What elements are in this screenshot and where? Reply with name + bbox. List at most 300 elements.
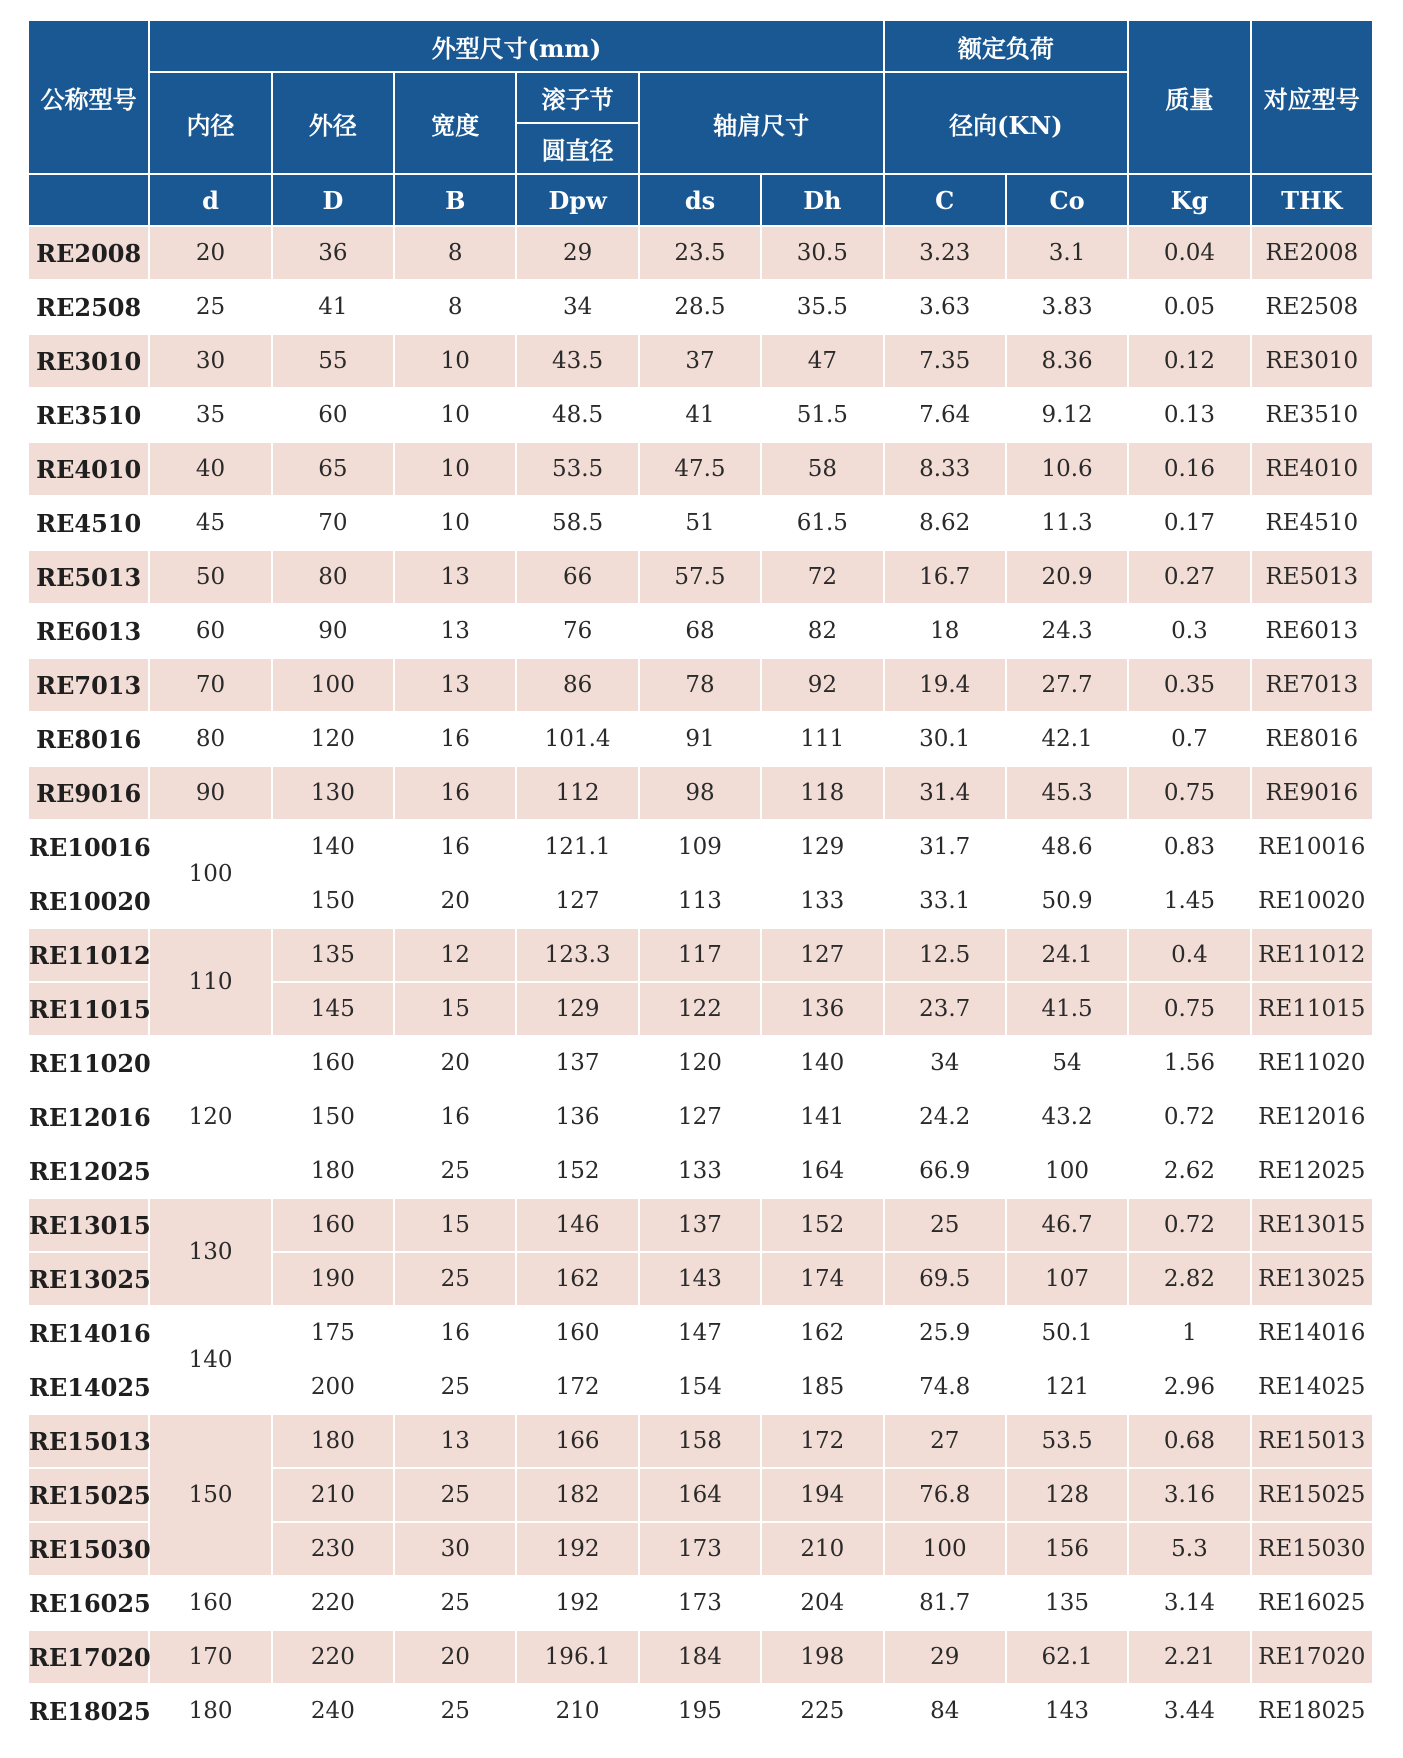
cell-thk: RE15013 bbox=[1252, 1415, 1372, 1467]
cell-model: RE8016 bbox=[29, 713, 148, 765]
cell-b: 13 bbox=[395, 605, 515, 657]
cell-b: 25 bbox=[395, 1253, 515, 1305]
cell-ds: 51 bbox=[640, 497, 760, 549]
cell-inner-diameter: 40 bbox=[150, 443, 270, 495]
cell-b: 25 bbox=[395, 1577, 515, 1629]
table-row bbox=[29, 281, 1372, 333]
cell-model: RE11020 bbox=[29, 1037, 148, 1089]
cell-kg: 0.68 bbox=[1129, 1415, 1249, 1467]
cell-b: 16 bbox=[395, 821, 515, 873]
cell-c: 25.9 bbox=[885, 1307, 1005, 1359]
cell-model: RE3010 bbox=[29, 335, 148, 387]
cell-dpw: 152 bbox=[517, 1145, 637, 1197]
cell-co: 156 bbox=[1007, 1523, 1127, 1575]
cell-thk: RE7013 bbox=[1252, 659, 1372, 711]
cell-c: 74.8 bbox=[885, 1361, 1005, 1413]
cell-dpw: 146 bbox=[517, 1199, 637, 1251]
cell-c: 3.63 bbox=[885, 281, 1005, 333]
cell-c: 23.7 bbox=[885, 983, 1005, 1035]
cell-ds: 68 bbox=[640, 605, 760, 657]
cell-ds: 28.5 bbox=[640, 281, 760, 333]
cell-ds: 158 bbox=[640, 1415, 760, 1467]
cell-b: 25 bbox=[395, 1145, 515, 1197]
table-row bbox=[29, 1685, 1372, 1737]
cell-c: 100 bbox=[885, 1523, 1005, 1575]
cell-inner-diameter: 100 bbox=[150, 821, 270, 927]
cell-dpw: 162 bbox=[517, 1253, 637, 1305]
cell-co: 11.3 bbox=[1007, 497, 1127, 549]
cell-d: 140 bbox=[273, 821, 393, 873]
cell-co: 48.6 bbox=[1007, 821, 1127, 873]
cell-co: 43.2 bbox=[1007, 1091, 1127, 1143]
cell-co: 62.1 bbox=[1007, 1631, 1127, 1683]
cell-co: 24.3 bbox=[1007, 605, 1127, 657]
cell-thk: RE5013 bbox=[1252, 551, 1372, 603]
cell-dpw: 166 bbox=[517, 1415, 637, 1467]
cell-inner-diameter: 60 bbox=[150, 605, 270, 657]
cell-d: 70 bbox=[273, 497, 393, 549]
cell-dh: 210 bbox=[762, 1523, 882, 1575]
cell-d: 55 bbox=[273, 335, 393, 387]
cell-d: 175 bbox=[273, 1307, 393, 1359]
cell-model: RE13025 bbox=[29, 1253, 148, 1305]
header-symbol-Co: Co bbox=[1007, 175, 1127, 225]
cell-d: 210 bbox=[273, 1469, 393, 1521]
cell-c: 19.4 bbox=[885, 659, 1005, 711]
cell-ds: 195 bbox=[640, 1685, 760, 1737]
cell-d: 60 bbox=[273, 389, 393, 441]
cell-inner-diameter: 120 bbox=[150, 1037, 270, 1197]
cell-thk: RE11012 bbox=[1252, 929, 1372, 981]
cell-kg: 3.14 bbox=[1129, 1577, 1249, 1629]
cell-dpw: 136 bbox=[517, 1091, 637, 1143]
cell-b: 10 bbox=[395, 497, 515, 549]
cell-kg: 0.17 bbox=[1129, 497, 1249, 549]
cell-d: 90 bbox=[273, 605, 393, 657]
table-row bbox=[29, 767, 1372, 819]
cell-d: 65 bbox=[273, 443, 393, 495]
cell-b: 30 bbox=[395, 1523, 515, 1575]
cell-dh: 51.5 bbox=[762, 389, 882, 441]
cell-dh: 174 bbox=[762, 1253, 882, 1305]
cell-dpw: 182 bbox=[517, 1469, 637, 1521]
cell-co: 9.12 bbox=[1007, 389, 1127, 441]
cell-dpw: 53.5 bbox=[517, 443, 637, 495]
cell-inner-diameter: 90 bbox=[150, 767, 270, 819]
cell-dh: 152 bbox=[762, 1199, 882, 1251]
cell-d: 135 bbox=[273, 929, 393, 981]
cell-dpw: 86 bbox=[517, 659, 637, 711]
cell-co: 107 bbox=[1007, 1253, 1127, 1305]
cell-inner-diameter: 170 bbox=[150, 1631, 270, 1683]
cell-c: 81.7 bbox=[885, 1577, 1005, 1629]
cell-model: RE7013 bbox=[29, 659, 148, 711]
cell-b: 25 bbox=[395, 1469, 515, 1521]
cell-b: 10 bbox=[395, 389, 515, 441]
cell-c: 31.4 bbox=[885, 767, 1005, 819]
cell-co: 50.1 bbox=[1007, 1307, 1127, 1359]
table-row bbox=[29, 713, 1372, 765]
cell-b: 16 bbox=[395, 1091, 515, 1143]
cell-inner-diameter: 70 bbox=[150, 659, 270, 711]
header-symbol-blank bbox=[29, 175, 148, 225]
cell-kg: 0.27 bbox=[1129, 551, 1249, 603]
cell-co: 42.1 bbox=[1007, 713, 1127, 765]
cell-dh: 61.5 bbox=[762, 497, 882, 549]
cell-thk: RE14025 bbox=[1252, 1361, 1372, 1413]
cell-dpw: 123.3 bbox=[517, 929, 637, 981]
cell-c: 8.33 bbox=[885, 443, 1005, 495]
cell-co: 46.7 bbox=[1007, 1199, 1127, 1251]
cell-dh: 129 bbox=[762, 821, 882, 873]
cell-model: RE4510 bbox=[29, 497, 148, 549]
cell-dpw: 127 bbox=[517, 875, 637, 927]
cell-co: 27.7 bbox=[1007, 659, 1127, 711]
cell-ds: 113 bbox=[640, 875, 760, 927]
cell-kg: 0.83 bbox=[1129, 821, 1249, 873]
cell-inner-diameter: 110 bbox=[150, 929, 270, 1035]
cell-d: 240 bbox=[273, 1685, 393, 1737]
table-row bbox=[29, 335, 1372, 387]
cell-dh: 72 bbox=[762, 551, 882, 603]
cell-b: 13 bbox=[395, 1415, 515, 1467]
cell-model: RE14016 bbox=[29, 1307, 148, 1359]
cell-dpw: 66 bbox=[517, 551, 637, 603]
bearing-spec-table bbox=[27, 19, 1374, 1739]
cell-ds: 117 bbox=[640, 929, 760, 981]
cell-thk: RE12016 bbox=[1252, 1091, 1372, 1143]
cell-d: 220 bbox=[273, 1631, 393, 1683]
table-row bbox=[29, 1577, 1372, 1629]
cell-ds: 147 bbox=[640, 1307, 760, 1359]
cell-dh: 141 bbox=[762, 1091, 882, 1143]
cell-co: 121 bbox=[1007, 1361, 1127, 1413]
cell-thk: RE10016 bbox=[1252, 821, 1372, 873]
header-symbol-D: D bbox=[273, 175, 393, 225]
cell-ds: 37 bbox=[640, 335, 760, 387]
cell-ds: 47.5 bbox=[640, 443, 760, 495]
cell-co: 3.1 bbox=[1007, 227, 1127, 279]
cell-d: 130 bbox=[273, 767, 393, 819]
table-row bbox=[29, 497, 1372, 549]
cell-inner-diameter: 35 bbox=[150, 389, 270, 441]
cell-dh: 225 bbox=[762, 1685, 882, 1737]
cell-thk: RE10020 bbox=[1252, 875, 1372, 927]
cell-thk: RE11015 bbox=[1252, 983, 1372, 1035]
cell-dpw: 76 bbox=[517, 605, 637, 657]
cell-model: RE13015 bbox=[29, 1199, 148, 1251]
cell-c: 24.2 bbox=[885, 1091, 1005, 1143]
table-row bbox=[29, 1307, 1372, 1359]
cell-thk: RE15025 bbox=[1252, 1469, 1372, 1521]
cell-model: RE9016 bbox=[29, 767, 148, 819]
cell-c: 30.1 bbox=[885, 713, 1005, 765]
header-mass: 质量 bbox=[1129, 21, 1249, 173]
cell-c: 29 bbox=[885, 1631, 1005, 1683]
cell-dpw: 192 bbox=[517, 1523, 637, 1575]
cell-dh: 35.5 bbox=[762, 281, 882, 333]
cell-dpw: 29 bbox=[517, 227, 637, 279]
table-body bbox=[29, 227, 1372, 1737]
cell-d: 230 bbox=[273, 1523, 393, 1575]
cell-b: 13 bbox=[395, 659, 515, 711]
cell-inner-diameter: 20 bbox=[150, 227, 270, 279]
table-row bbox=[29, 1415, 1372, 1467]
cell-d: 145 bbox=[273, 983, 393, 1035]
cell-thk: RE11020 bbox=[1252, 1037, 1372, 1089]
cell-ds: 98 bbox=[640, 767, 760, 819]
cell-thk: RE4510 bbox=[1252, 497, 1372, 549]
cell-co: 45.3 bbox=[1007, 767, 1127, 819]
cell-model: RE5013 bbox=[29, 551, 148, 603]
table-header bbox=[29, 21, 1372, 225]
cell-kg: 0.35 bbox=[1129, 659, 1249, 711]
cell-dpw: 196.1 bbox=[517, 1631, 637, 1683]
cell-ds: 143 bbox=[640, 1253, 760, 1305]
cell-c: 7.64 bbox=[885, 389, 1005, 441]
cell-co: 128 bbox=[1007, 1469, 1127, 1521]
cell-dh: 58 bbox=[762, 443, 882, 495]
cell-kg: 0.72 bbox=[1129, 1199, 1249, 1251]
cell-ds: 57.5 bbox=[640, 551, 760, 603]
cell-d: 160 bbox=[273, 1199, 393, 1251]
cell-model: RE11012 bbox=[29, 929, 148, 981]
header-roller-pitch-line2: 圆直径 bbox=[517, 124, 637, 173]
cell-dh: 30.5 bbox=[762, 227, 882, 279]
cell-dpw: 34 bbox=[517, 281, 637, 333]
cell-model: RE15013 bbox=[29, 1415, 148, 1467]
cell-ds: 23.5 bbox=[640, 227, 760, 279]
header-symbol-ds: ds bbox=[640, 175, 760, 225]
cell-inner-diameter: 160 bbox=[150, 1577, 270, 1629]
cell-inner-diameter: 140 bbox=[150, 1307, 270, 1413]
cell-thk: RE8016 bbox=[1252, 713, 1372, 765]
cell-dpw: 58.5 bbox=[517, 497, 637, 549]
cell-co: 8.36 bbox=[1007, 335, 1127, 387]
cell-kg: 2.82 bbox=[1129, 1253, 1249, 1305]
cell-thk: RE6013 bbox=[1252, 605, 1372, 657]
cell-dpw: 101.4 bbox=[517, 713, 637, 765]
cell-kg: 2.21 bbox=[1129, 1631, 1249, 1683]
cell-co: 135 bbox=[1007, 1577, 1127, 1629]
cell-c: 33.1 bbox=[885, 875, 1005, 927]
header-symbol-Dh: Dh bbox=[762, 175, 882, 225]
cell-dh: 164 bbox=[762, 1145, 882, 1197]
cell-b: 25 bbox=[395, 1685, 515, 1737]
cell-dh: 198 bbox=[762, 1631, 882, 1683]
cell-c: 8.62 bbox=[885, 497, 1005, 549]
cell-c: 16.7 bbox=[885, 551, 1005, 603]
cell-d: 180 bbox=[273, 1145, 393, 1197]
cell-kg: 0.4 bbox=[1129, 929, 1249, 981]
cell-model: RE15030 bbox=[29, 1523, 148, 1575]
cell-dh: 194 bbox=[762, 1469, 882, 1521]
cell-kg: 0.3 bbox=[1129, 605, 1249, 657]
cell-model: RE17020 bbox=[29, 1631, 148, 1683]
cell-thk: RE13015 bbox=[1252, 1199, 1372, 1251]
cell-ds: 109 bbox=[640, 821, 760, 873]
cell-b: 16 bbox=[395, 713, 515, 765]
cell-d: 160 bbox=[273, 1037, 393, 1089]
table-row bbox=[29, 227, 1372, 279]
cell-kg: 0.13 bbox=[1129, 389, 1249, 441]
cell-model: RE2008 bbox=[29, 227, 148, 279]
header-symbol-Kg: Kg bbox=[1129, 175, 1249, 225]
cell-c: 76.8 bbox=[885, 1469, 1005, 1521]
cell-thk: RE3510 bbox=[1252, 389, 1372, 441]
cell-kg: 2.96 bbox=[1129, 1361, 1249, 1413]
cell-ds: 164 bbox=[640, 1469, 760, 1521]
cell-dpw: 210 bbox=[517, 1685, 637, 1737]
header-symbol-THK: THK bbox=[1252, 175, 1372, 225]
cell-d: 180 bbox=[273, 1415, 393, 1467]
cell-thk: RE2008 bbox=[1252, 227, 1372, 279]
cell-dh: 140 bbox=[762, 1037, 882, 1089]
cell-model: RE18025 bbox=[29, 1685, 148, 1737]
cell-b: 8 bbox=[395, 281, 515, 333]
cell-c: 25 bbox=[885, 1199, 1005, 1251]
cell-ds: 120 bbox=[640, 1037, 760, 1089]
cell-b: 15 bbox=[395, 983, 515, 1035]
table-row bbox=[29, 1199, 1372, 1251]
cell-ds: 41 bbox=[640, 389, 760, 441]
cell-b: 8 bbox=[395, 227, 515, 279]
table-row bbox=[29, 551, 1372, 603]
cell-inner-diameter: 130 bbox=[150, 1199, 270, 1305]
table-row bbox=[29, 1631, 1372, 1683]
cell-b: 12 bbox=[395, 929, 515, 981]
header-load-group: 额定负荷 bbox=[885, 21, 1128, 71]
cell-inner-diameter: 180 bbox=[150, 1685, 270, 1737]
cell-ds: 137 bbox=[640, 1199, 760, 1251]
cell-kg: 1 bbox=[1129, 1307, 1249, 1359]
cell-inner-diameter: 150 bbox=[150, 1415, 270, 1575]
table-row bbox=[29, 605, 1372, 657]
cell-co: 50.9 bbox=[1007, 875, 1127, 927]
cell-kg: 0.7 bbox=[1129, 713, 1249, 765]
cell-c: 3.23 bbox=[885, 227, 1005, 279]
cell-kg: 0.16 bbox=[1129, 443, 1249, 495]
cell-co: 20.9 bbox=[1007, 551, 1127, 603]
table-row bbox=[29, 443, 1372, 495]
cell-model: RE10016 bbox=[29, 821, 148, 873]
cell-dh: 92 bbox=[762, 659, 882, 711]
cell-model: RE16025 bbox=[29, 1577, 148, 1629]
cell-ds: 91 bbox=[640, 713, 760, 765]
header-roller-pitch-line1: 滚子节 bbox=[517, 73, 637, 122]
cell-dh: 118 bbox=[762, 767, 882, 819]
cell-c: 18 bbox=[885, 605, 1005, 657]
header-inner-diameter: 内径 bbox=[150, 73, 270, 173]
cell-dpw: 43.5 bbox=[517, 335, 637, 387]
cell-b: 10 bbox=[395, 335, 515, 387]
cell-ds: 122 bbox=[640, 983, 760, 1035]
cell-thk: RE3010 bbox=[1252, 335, 1372, 387]
cell-dh: 82 bbox=[762, 605, 882, 657]
cell-ds: 78 bbox=[640, 659, 760, 711]
cell-thk: RE15030 bbox=[1252, 1523, 1372, 1575]
cell-dpw: 129 bbox=[517, 983, 637, 1035]
cell-thk: RE16025 bbox=[1252, 1577, 1372, 1629]
cell-thk: RE4010 bbox=[1252, 443, 1372, 495]
cell-model: RE3510 bbox=[29, 389, 148, 441]
cell-dh: 185 bbox=[762, 1361, 882, 1413]
cell-dpw: 137 bbox=[517, 1037, 637, 1089]
cell-d: 150 bbox=[273, 875, 393, 927]
cell-c: 27 bbox=[885, 1415, 1005, 1467]
cell-co: 54 bbox=[1007, 1037, 1127, 1089]
cell-ds: 127 bbox=[640, 1091, 760, 1143]
cell-b: 20 bbox=[395, 875, 515, 927]
cell-model: RE6013 bbox=[29, 605, 148, 657]
cell-dpw: 192 bbox=[517, 1577, 637, 1629]
cell-ds: 154 bbox=[640, 1361, 760, 1413]
cell-kg: 2.62 bbox=[1129, 1145, 1249, 1197]
cell-thk: RE17020 bbox=[1252, 1631, 1372, 1683]
cell-b: 25 bbox=[395, 1361, 515, 1413]
cell-co: 100 bbox=[1007, 1145, 1127, 1197]
header-equivalent-model: 对应型号 bbox=[1252, 21, 1372, 173]
cell-c: 12.5 bbox=[885, 929, 1005, 981]
cell-d: 150 bbox=[273, 1091, 393, 1143]
cell-b: 16 bbox=[395, 767, 515, 819]
cell-b: 13 bbox=[395, 551, 515, 603]
cell-thk: RE12025 bbox=[1252, 1145, 1372, 1197]
cell-kg: 0.75 bbox=[1129, 767, 1249, 819]
cell-c: 31.7 bbox=[885, 821, 1005, 873]
header-symbol-d: d bbox=[150, 175, 270, 225]
cell-b: 20 bbox=[395, 1037, 515, 1089]
cell-dh: 204 bbox=[762, 1577, 882, 1629]
cell-kg: 0.04 bbox=[1129, 227, 1249, 279]
cell-dpw: 172 bbox=[517, 1361, 637, 1413]
cell-ds: 184 bbox=[640, 1631, 760, 1683]
cell-kg: 5.3 bbox=[1129, 1523, 1249, 1575]
cell-model: RE2508 bbox=[29, 281, 148, 333]
table-row bbox=[29, 389, 1372, 441]
cell-dh: 172 bbox=[762, 1415, 882, 1467]
cell-dh: 136 bbox=[762, 983, 882, 1035]
cell-dpw: 121.1 bbox=[517, 821, 637, 873]
table-row bbox=[29, 1037, 1372, 1089]
cell-d: 220 bbox=[273, 1577, 393, 1629]
cell-dh: 47 bbox=[762, 335, 882, 387]
cell-c: 34 bbox=[885, 1037, 1005, 1089]
cell-thk: RE18025 bbox=[1252, 1685, 1372, 1737]
cell-d: 200 bbox=[273, 1361, 393, 1413]
cell-kg: 1.56 bbox=[1129, 1037, 1249, 1089]
cell-dpw: 48.5 bbox=[517, 389, 637, 441]
header-width: 宽度 bbox=[395, 73, 515, 173]
cell-b: 16 bbox=[395, 1307, 515, 1359]
header-model: 公称型号 bbox=[29, 21, 148, 173]
cell-inner-diameter: 25 bbox=[150, 281, 270, 333]
header-radial-load: 径向(KN) bbox=[885, 73, 1128, 173]
cell-thk: RE14016 bbox=[1252, 1307, 1372, 1359]
header-outer-diameter: 外径 bbox=[273, 73, 393, 173]
cell-inner-diameter: 50 bbox=[150, 551, 270, 603]
header-symbol-B: B bbox=[395, 175, 515, 225]
cell-d: 80 bbox=[273, 551, 393, 603]
cell-thk: RE9016 bbox=[1252, 767, 1372, 819]
cell-dh: 127 bbox=[762, 929, 882, 981]
cell-dh: 162 bbox=[762, 1307, 882, 1359]
cell-co: 143 bbox=[1007, 1685, 1127, 1737]
cell-dpw: 160 bbox=[517, 1307, 637, 1359]
cell-d: 36 bbox=[273, 227, 393, 279]
cell-co: 3.83 bbox=[1007, 281, 1127, 333]
cell-model: RE12016 bbox=[29, 1091, 148, 1143]
